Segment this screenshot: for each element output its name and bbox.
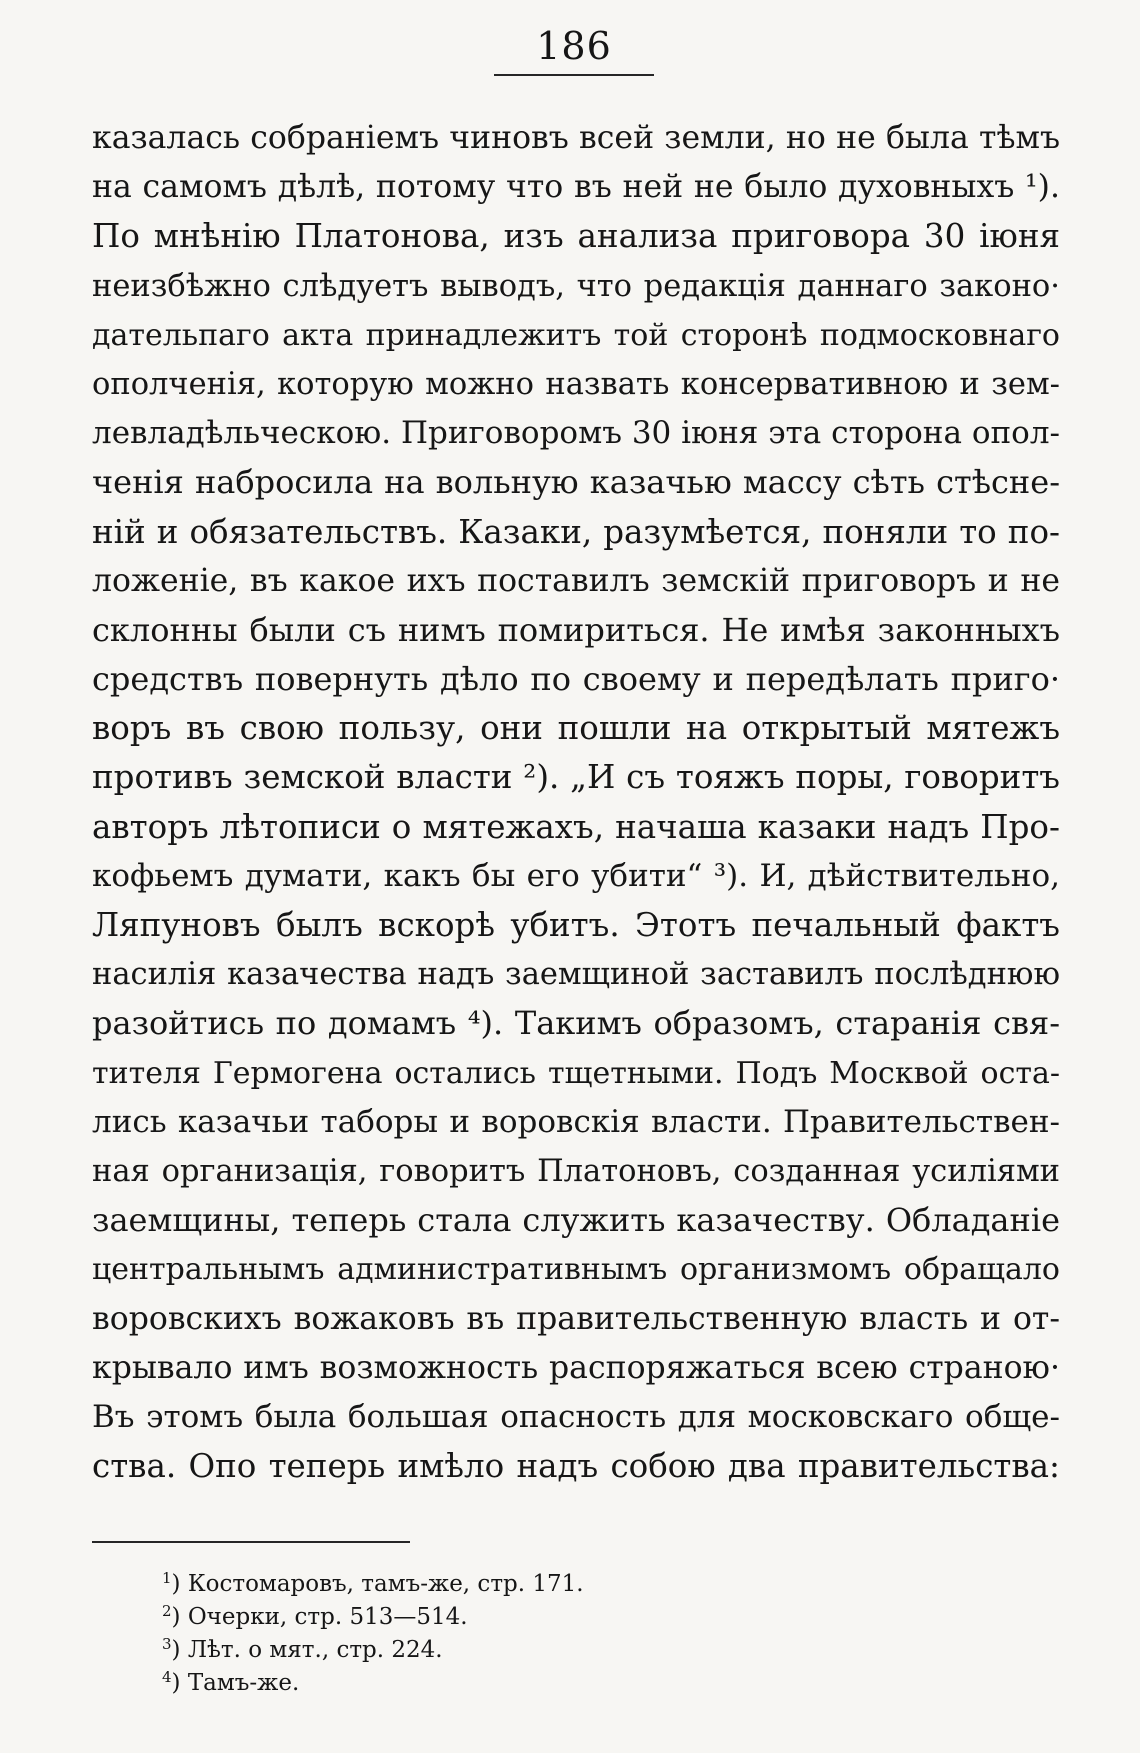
text-line: По мнѣнію Платонова, изъ анализа приговора 30 іюня [92, 217, 1060, 256]
text-line: авторъ лѣтописи о мятежахъ, начаша казаки надъ Про- [92, 807, 1060, 846]
page-number: 186 [536, 24, 612, 68]
text-line: противъ земской власти ²). „И съ тояжъ поры, говоритъ [92, 758, 1060, 797]
footnote-mark: 1 [162, 1569, 172, 1587]
text-line: ополченія, которую можно назвать консервативною и зем- [92, 366, 1060, 402]
text-line: дательпаго акта принадлежитъ той сторонѣ подмосковнаго [92, 317, 1060, 353]
text-line: тителя Гермогена остались тщетными. Подъ Москвой оста- [92, 1055, 1060, 1091]
text-line: ній и обязательствъ. Казаки, разумѣется, поняли то по- [92, 512, 1060, 551]
footnotes [162, 1562, 862, 1694]
footnote-rule [92, 1541, 410, 1543]
footnote-text: ) Очерки, стр. 513—514. [171, 1604, 468, 1630]
text-line: ства. Опо теперь имѣло надъ собою два правительства: [92, 1447, 1060, 1486]
text-line: центральнымъ административнымъ организмомъ обращало [92, 1252, 1060, 1288]
text-line: заемщины, теперь стала служить казачеству. Обладаніе [92, 1201, 1060, 1240]
text-line: ная организація, говоритъ Платоновъ, созданная усиліями [92, 1153, 1060, 1189]
text-line: средствъ повернуть дѣло по своему и передѣлать приго· [92, 660, 1060, 699]
footnote-mark: 4 [162, 1668, 172, 1686]
text-line: крывало имъ возможность распоряжаться всею страною· [92, 1349, 1060, 1386]
text-line: кофьемъ думати, какъ бы его убити“ ³). И, дѣйствительно, [92, 857, 1060, 894]
footnote-text: ) Тамъ-же. [171, 1670, 300, 1696]
footnote [162, 1595, 862, 1628]
text-line: разойтись по домамъ ⁴). Такимъ образомъ, старанія свя- [92, 1004, 1060, 1043]
header-rule [494, 74, 654, 76]
text-line: Въ этомъ была большая опасность для московскаго обще- [92, 1398, 1060, 1435]
footnote-text: ) Костомаровъ, тамъ-же, стр. 171. [171, 1571, 584, 1597]
text-line: воровскихъ вожаковъ въ правительственную власть и от- [92, 1300, 1060, 1337]
text-line: Ляпуновъ былъ вскорѣ убитъ. Этотъ печальный фактъ [92, 906, 1060, 944]
text-line: воръ въ свою пользу, они пошли на открытый мятежъ [92, 709, 1060, 748]
footnote [162, 1562, 862, 1595]
footnote-mark: 3 [162, 1635, 172, 1653]
footnote [162, 1661, 862, 1694]
text-line: лись казачьи таборы и воровскія власти. Правительствен- [92, 1103, 1060, 1140]
text-line: склонны были съ нимъ помириться. Не имѣя законныхъ [92, 610, 1060, 649]
text-line: левладѣльческою. Приговоромъ 30 іюня эта сторона опол- [92, 415, 1060, 452]
text-line: ченія набросила на вольную казачью массу сѣть стѣсне- [92, 463, 1060, 502]
text-line: насилія казачества надъ заемщиной заставилъ послѣднюю [92, 957, 1060, 993]
footnote-text: ) Лѣт. о мят., стр. 224. [171, 1637, 443, 1663]
text-line: ложеніе, въ какое ихъ поставилъ земскій приговоръ и не [92, 562, 1060, 599]
footnote [162, 1628, 862, 1661]
body-text [92, 114, 1060, 1491]
text-line: неизбѣжно слѣдуетъ выводъ, что редакція даннаго законо· [92, 268, 1060, 304]
text-line: казалась собраніемъ чиновъ всей земли, но не была тѣмъ [92, 120, 1060, 156]
footnote-mark: 2 [162, 1602, 172, 1620]
text-line: на самомъ дѣлѣ, потому что въ ней не было духовныхъ ¹). [92, 169, 1060, 206]
